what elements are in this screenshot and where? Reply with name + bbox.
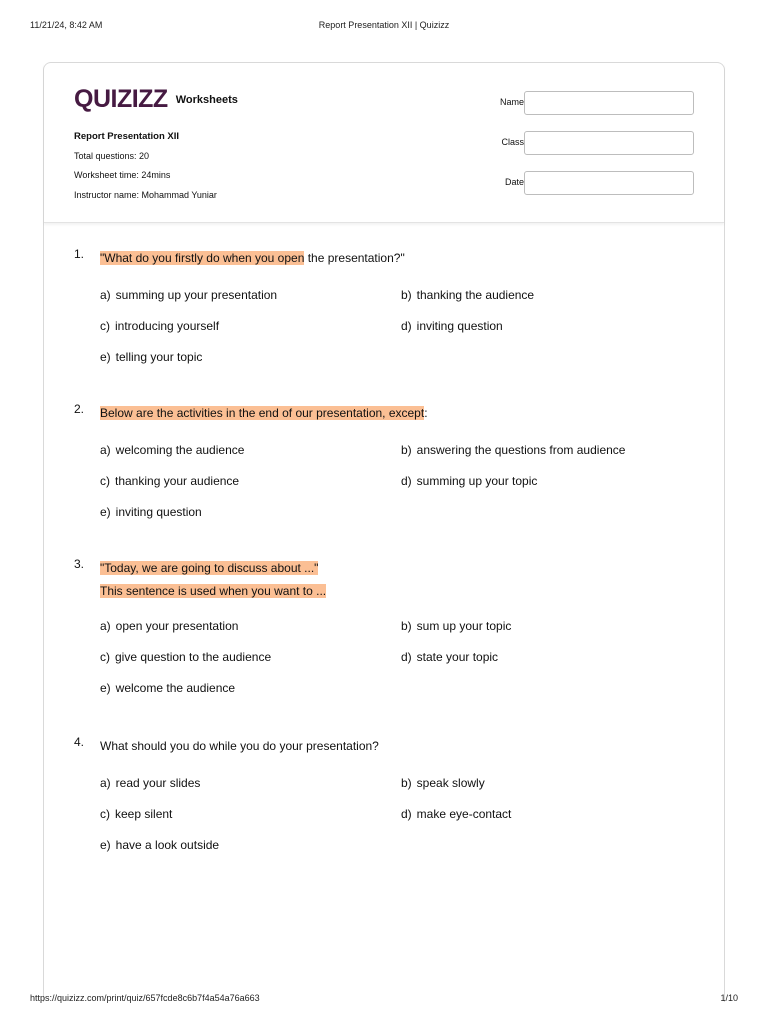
question-text-highlight: Below are the activities in the end of our presentation, except: [100, 406, 425, 420]
option-text: summing up your presentation: [115, 288, 278, 302]
option-letter: a): [100, 443, 111, 457]
question-text-rest: :: [424, 406, 428, 420]
option-b: [401, 288, 534, 302]
option-letter: c): [100, 319, 110, 333]
worksheets-label: Worksheets: [175, 93, 238, 106]
option-b: [401, 776, 485, 790]
option-letter: e): [100, 350, 111, 364]
option-text: inviting question: [416, 319, 503, 333]
option-a: [100, 619, 238, 633]
question-text-line2: This sentence is used when you want to ...: [100, 584, 327, 598]
question-number: 4.: [74, 735, 85, 749]
option-letter: a): [100, 619, 111, 633]
option-c: [100, 650, 271, 664]
question-text: [100, 402, 428, 425]
option-d: [401, 474, 537, 488]
name-field[interactable]: [524, 91, 694, 115]
option-text: open your presentation: [115, 619, 239, 633]
worksheet-time: Worksheet time: 24mins: [74, 170, 171, 180]
option-letter: a): [100, 288, 111, 302]
option-text: give question to the audience: [115, 650, 272, 664]
option-a: [100, 288, 277, 302]
option-c: [100, 474, 239, 488]
option-letter: c): [100, 474, 110, 488]
question-text-highlight: "What do you firstly do when you open: [100, 251, 305, 265]
option-letter: e): [100, 505, 111, 519]
date-field-row: [474, 171, 704, 195]
total-questions: Total questions: 20: [74, 150, 150, 161]
quizizz-logo: QUIZIZZ: [74, 85, 168, 113]
option-text: inviting question: [115, 505, 202, 519]
instructor-name: Instructor name: Mohammad Yuniar: [74, 189, 217, 200]
name-label: Name: [499, 97, 524, 107]
option-e: [100, 838, 219, 852]
print-header: [0, 20, 768, 34]
option-letter: e): [100, 838, 111, 852]
class-field-row: [474, 131, 704, 155]
date-label: Date: [504, 177, 524, 187]
question-text-rest: What should you do while you do your presentation?: [100, 739, 379, 753]
question-text: [100, 557, 326, 603]
question-text: [100, 735, 379, 758]
question-number: 2.: [74, 402, 85, 416]
option-letter: b): [401, 619, 412, 633]
question-number: 1.: [74, 247, 85, 261]
option-letter: c): [100, 807, 110, 821]
option-text: make eye-contact: [416, 807, 512, 821]
option-letter: d): [401, 319, 412, 333]
option-letter: d): [401, 807, 412, 821]
option-letter: e): [100, 681, 111, 695]
print-page-title: Report Presentation XII | Quizizz: [318, 20, 450, 30]
option-text: keep silent: [115, 807, 173, 821]
worksheet-header: [44, 63, 724, 223]
worksheet-sheet: [43, 62, 725, 1002]
option-text: thanking your audience: [115, 474, 240, 488]
option-text: introducing yourself: [115, 319, 220, 333]
class-label: Class: [501, 137, 524, 147]
option-letter: b): [401, 288, 412, 302]
option-letter: d): [401, 650, 412, 664]
option-e: [100, 505, 202, 519]
question-text-rest: the presentation?": [304, 251, 405, 265]
question-text: [100, 247, 405, 270]
option-text: answering the questions from audience: [416, 443, 626, 457]
option-text: sum up your topic: [416, 619, 512, 633]
option-text: have a look outside: [115, 838, 220, 852]
option-a: [100, 776, 200, 790]
brand-row: [74, 85, 238, 114]
option-text: thanking the audience: [416, 288, 535, 302]
question-text-highlight: "Today, we are going to discuss about ...": [100, 561, 319, 575]
option-letter: b): [401, 443, 412, 457]
option-letter: c): [100, 650, 110, 664]
option-c: [100, 807, 172, 821]
print-datetime: 11/21/24, 8:42 AM: [30, 20, 103, 30]
option-text: read your slides: [115, 776, 201, 790]
option-a: [100, 443, 244, 457]
date-field[interactable]: [524, 171, 694, 195]
option-d: [401, 319, 503, 333]
option-text: welcome the audience: [115, 681, 236, 695]
option-text: telling your topic: [115, 350, 203, 364]
question-number: 3.: [74, 557, 85, 571]
option-letter: d): [401, 474, 412, 488]
option-text: speak slowly: [416, 776, 485, 790]
worksheet-meta: [74, 127, 217, 205]
option-d: [401, 807, 511, 821]
option-b: [401, 443, 625, 457]
option-e: [100, 350, 202, 364]
option-c: [100, 319, 219, 333]
option-text: welcoming the audience: [115, 443, 245, 457]
option-b: [401, 619, 511, 633]
option-text: state your topic: [416, 650, 499, 664]
option-text: summing up your topic: [416, 474, 538, 488]
option-e: [100, 681, 235, 695]
print-page-number: 1/10: [720, 993, 738, 1003]
option-letter: a): [100, 776, 111, 790]
option-letter: b): [401, 776, 412, 790]
class-field[interactable]: [524, 131, 694, 155]
print-url: https://quizizz.com/print/quiz/657fcde8c6b7f4a54a76a663: [30, 993, 260, 1003]
name-field-row: [474, 91, 704, 115]
option-d: [401, 650, 498, 664]
quiz-title: Report Presentation XII: [74, 131, 180, 142]
